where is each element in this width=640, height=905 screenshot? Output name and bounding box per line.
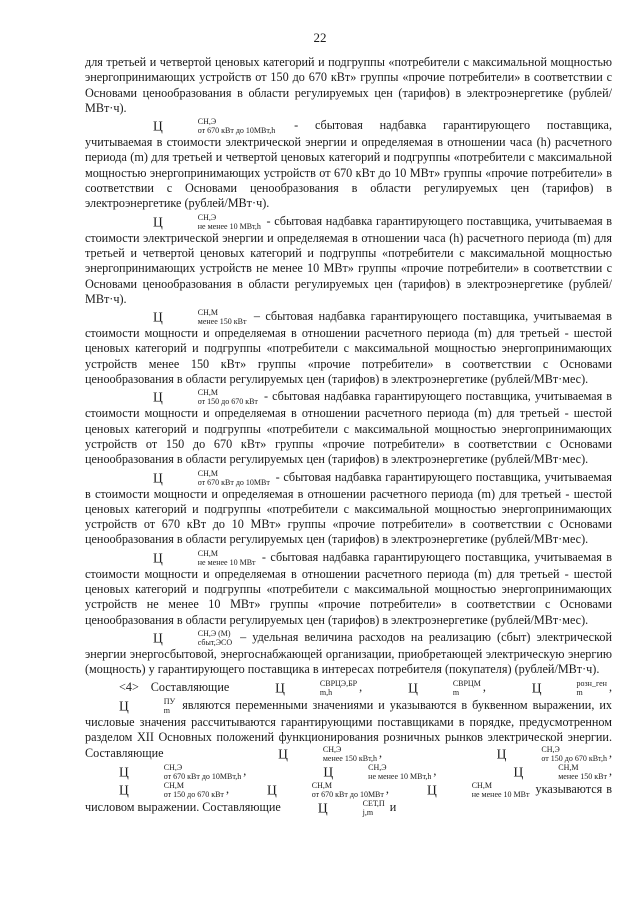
definition-paragraph [85,213,612,307]
symbol-subscript: менее 150 кВт,h [322,754,377,764]
symbol-subscript: от 150 до 670 кВт [197,397,258,407]
symbol-base: Ц [426,782,437,798]
note-text: указываются в числовом выражении. Составляющие [85,781,612,814]
symbol-subscript: j,m [362,808,374,818]
symbol-subscript: от 670 кВт до 10МВт,h [197,126,276,136]
symbol-subscript: не менее 10 МВт [471,790,530,800]
definition-paragraph [85,388,612,467]
symbol-superscript: СН,М [311,781,332,791]
formula-symbol [374,679,481,697]
formula-symbol [393,781,530,799]
symbol-superscript: СН,М [197,388,218,398]
symbol-base: Ц [278,746,288,762]
note-text: и [386,799,397,814]
symbol-superscript: СН,Э [163,763,183,773]
symbol-superscript: СН,Э [197,212,217,222]
symbol-base: Ц [408,679,418,695]
formula-symbol [233,781,384,799]
symbol-superscript: ПУ [163,696,176,706]
formula-symbol [241,679,357,697]
symbol-base: Ц [267,782,277,798]
symbol-subscript: m [163,705,170,715]
formula-symbol [119,469,270,487]
symbol-subscript: менее 150 кВт [558,772,607,782]
symbol-subscript: не менее 10 МВт [197,557,256,567]
symbol-base: Ц [323,764,334,780]
symbol-subscript: m [452,687,460,697]
symbol-superscript: СН,Э [541,745,560,755]
symbol-base: Ц [531,679,542,695]
symbol-superscript: СН,М [471,781,492,791]
symbol-base: Ц [317,800,328,816]
symbol-superscript: СН,М [163,781,184,791]
symbol-superscript: СН,Э [368,763,387,773]
symbol-superscript: СН,Э [197,117,217,127]
symbol-base: Ц [119,782,129,798]
symbol-subscript: сбыт,ЭСО [197,637,233,647]
formula-symbol [119,117,275,135]
formula-symbol [119,308,246,326]
symbol-subscript: от 150 до 670 кВт,h [541,754,607,764]
page-number: 22 [313,30,327,45]
symbol-superscript: СН,М [197,548,218,558]
symbol-subscript: от 670 кВт до 10МВт,h [163,772,242,782]
symbol-base: Ц [513,764,524,780]
symbol-base: Ц [119,697,129,713]
definition-paragraph [85,629,612,678]
symbol-subscript: m,h [319,687,333,697]
symbol-superscript: СН,Э [322,745,342,755]
formula-symbol [119,213,261,231]
definition-paragraph [85,549,612,628]
symbol-base: Ц [153,630,163,646]
formula-symbol [85,697,175,715]
definition-paragraph [85,117,612,211]
definition-text: - сбытовая надбавка гарантирующего поставщика, учитываемая в стоимости мощности и определяемая в отношении расчетного периода (m) для третьей - шестой ценовых категорий и подгруппы «потребители с максимальной мощностью энергопринимающих устройств не менее 10 МВт» группы «прочие потребители» в соответствии с Основами ценообразования в области регулируемых цен (тарифов) в электроэнергетике (рублей/МВт·мес). [85,549,612,627]
symbol-base: Ц [153,389,163,405]
symbol-superscript: СН,М [197,468,218,478]
symbol-subscript: менее 150 кВт [197,317,247,327]
formula-symbol [289,763,431,781]
symbol-superscript: СВРЦМ [452,678,481,688]
intro-paragraph: для третьей и четвертой ценовых категорий и подгруппы «потребители с максимальной мощностью энергопринимающих устройств от 150 до 670 кВт» группы «прочие потребители» в соответствии с Основами ценообразования в области регулируемых цен (тарифов) в электроэнергетике (рублей/МВт·ч). [85,55,612,115]
symbol-superscript: розн_ген [576,678,607,688]
symbol-superscript: СН,Э (М) [197,628,231,638]
definition-text: – удельная величина расходов на реализацию (сбыт) электрической энергии энергосбытовой, энергоснабжающей организации, приобретающей электрическую энергию (мощность) у гарантирующего поставщика в интересах потребителя (покупателя) (рублей/МВт·ч). [85,629,612,677]
symbol-superscript: СВРЦЭ,БР [319,678,358,688]
symbol-superscript: СЕТ,П [362,799,385,809]
note-text: <4> Составляющие [119,679,242,694]
definitions-list [85,117,612,677]
definition-text: - сбытовая надбавка гарантирующего поставщика, учитываемая в стоимости электрической энергии и определяемая в отношении часа (h) расчетного периода (m) для третьей и четвертой ценовых категорий и подгруппы «потребители с максимальной мощностью энергопринимающих устройств от 670 кВт до 10 МВт» группы «прочие потребители» в соответствии с Основами ценообразования в области регулируемых цен (тарифов) в электроэнергетике (рублей/МВт·ч). [85,117,612,211]
symbol-base: Ц [153,213,163,229]
symbol-subscript: от 670 кВт до 10МВт [311,790,384,800]
symbol-base: Ц [275,679,285,695]
note-4-paragraph: <4> Составляющие Ц СВРЦЭ,БР m,h , Ц СВРЦМ m , Ц розн_ген m , Ц ПУ m являются переменными значениями и указываются в буквенном выражении, их числовые значения рассчитываются гарантирующими поставщиками в порядке, предусмотренном разделом XII Основных положений функционирования розничных рынков электрической энергии. Составляющие Ц СН,Э менее 150 кВт,h , Ц СН,Э от 150 до 670 кВт,h , Ц СН,Э от 670 кВт до 10МВт,h , Ц СН,Э не менее 10 МВт,h , Ц СН,М менее 150 кВт , Ц СН,М от 150 до 670 кВт , Ц СН,М от 670 кВт до 10МВт , Ц СН,М не менее 10 МВт указываются в числовом выражении. Составляющие Ц СЕТ,П j,m и [85,678,613,818]
definition-paragraph [85,469,612,548]
definition-text: - сбытовая надбавка гарантирующего поставщика, учитываемая в стоимости мощности и определяемая в отношении расчетного периода (m) для третьей - шестой ценовых категорий и подгруппы «потребители с максимальной мощностью энергопринимающих устройств от 150 до 670 кВт» группы «прочие потребители» в соответствии с Основами ценообразования в области регулируемых цен (тарифов) в электроэнергетике (рублей/МВт·мес). [85,389,612,467]
symbol-superscript: СН,М [197,308,218,318]
formula-symbol [498,679,607,697]
formula-symbol [119,629,232,647]
formula-symbol [479,763,606,781]
definition-text: - сбытовая надбавка гарантирующего поставщика, учитываемая в стоимости мощности и определяемая в отношении расчетного периода (m) для третьей - шестой ценовых категорий и подгруппы «потребители с максимальной мощностью энергопринимающих устройств от 670 кВт до 10 МВт» группы «прочие потребители» в соответствии с Основами ценообразования в области регулируемых цен (тарифов) в электроэнергетике (рублей/МВт·мес). [85,469,612,547]
formula-symbol [119,388,258,406]
document-body [85,55,612,818]
symbol-subscript: не менее 10 МВт,h [368,772,432,782]
formula-symbol [244,745,377,763]
formula-symbol [284,799,385,817]
symbol-base: Ц [153,549,163,565]
formula-symbol [463,745,607,763]
symbol-base: Ц [153,309,163,325]
symbol-subscript: от 150 до 670 кВт [163,790,224,800]
symbol-subscript: от 670 кВт до 10МВт [197,477,270,487]
formula-symbol [85,781,224,799]
formula-symbol [119,549,256,567]
definition-text: – сбытовая надбавка гарантирующего поставщика, учитываемая в стоимости мощности и определяемая в отношении расчетного периода (m) для третьей - шестой ценовых категорий и подгруппы «потребители с максимальной мощностью энергопринимающих устройств менее 150 кВт» группы «прочие потребители» в соответствии с Основами ценообразования в области регулируемых цен (тарифов) в электроэнергетике (рублей/МВт·мес). [85,308,612,387]
symbol-superscript: СН,М [558,763,579,773]
note-text: являются переменными значениями и указываются в буквенном выражении, их числовые значения рассчитываются гарантирующими поставщиками в порядке, предусмотренном разделом XII Основных положений функционирования розничных рынков электрической энергии. Составляющие [85,697,612,760]
symbol-subscript: m [576,687,583,697]
formula-symbol [85,763,241,781]
symbol-base: Ц [153,118,163,134]
symbol-base: Ц [153,469,163,485]
symbol-subscript: не менее 10 МВт,h [197,221,261,231]
definition-paragraph [85,308,612,387]
definition-text: - сбытовая надбавка гарантирующего поставщика, учитываемая в стоимости электрической энергии и определяемая в отношении часа (h) расчетного периода (m) для третьей и четвертой ценовых категорий и подгруппы «потребители с максимальной мощностью энергопринимающих устройств не менее 10 МВт» группы «прочие потребители» в соответствии с Основами ценообразования в области регулируемых цен (тарифов) в электроэнергетике (рублей/МВт·ч). [85,213,612,306]
symbol-base: Ц [496,746,507,762]
symbol-base: Ц [119,764,129,780]
